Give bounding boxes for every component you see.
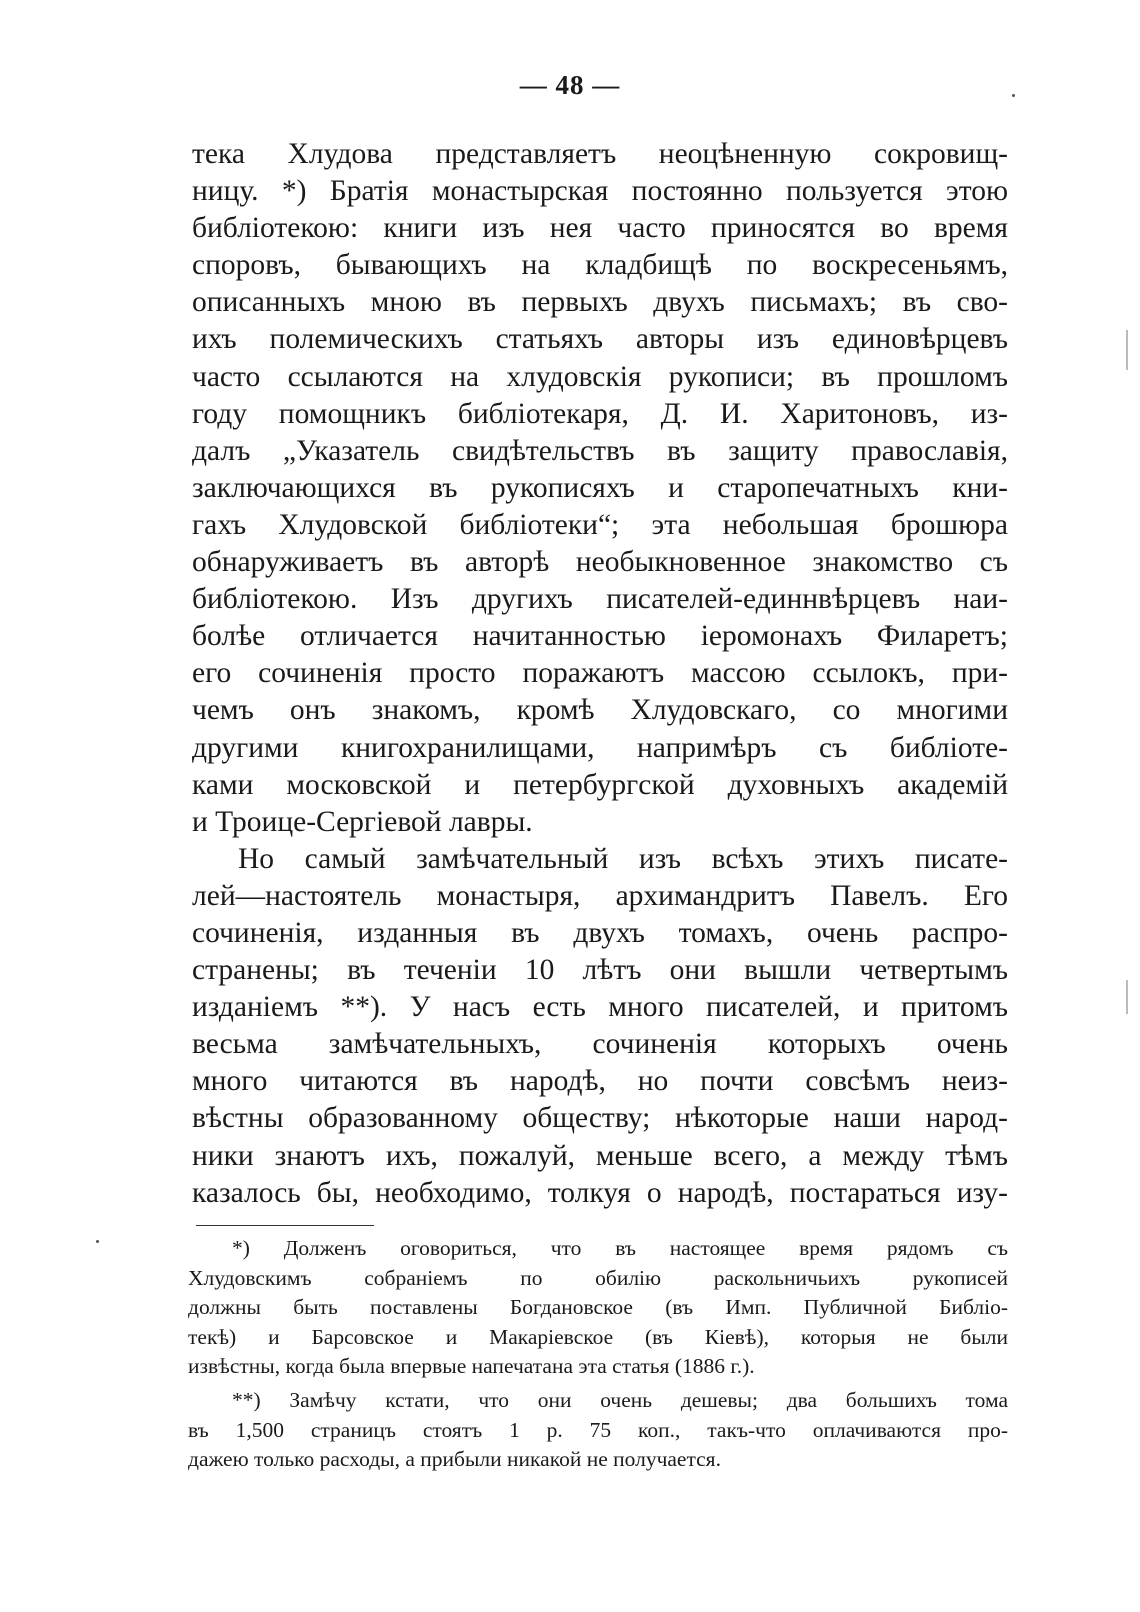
- scan-edge-mark: [1126, 980, 1128, 1014]
- text-line: ками московской и петербургской духовныхъ академій: [192, 768, 1008, 801]
- text-line: библіотекою: книги изъ нея часто приносятся во время: [192, 212, 1008, 245]
- text-line: сочиненія, изданныя въ двухъ томахъ, очень распро-: [192, 916, 1008, 949]
- text-line: чемъ онъ знакомъ, кромѣ Хлудовскаго, со многими: [192, 694, 1008, 727]
- text-line: заключающихся въ рукописяхъ и старопечатныхъ кни-: [192, 471, 1008, 504]
- footnote-divider: [196, 1225, 374, 1226]
- text-line: часто ссылаются на хлудовскія рукописи; въ прошломъ: [192, 360, 1008, 393]
- text-line: лей—настоятель монастыря, архимандритъ Павелъ. Его: [192, 879, 1008, 912]
- page-number: — 48 —: [519, 70, 621, 100]
- text-line: библіотекою. Изъ другихъ писателей-единнвѣрцевъ наи-: [192, 583, 1008, 616]
- text-line: много читаются въ народѣ, но почти совсѣмъ неиз-: [192, 1065, 1008, 1098]
- footnote-line: *) Долженъ оговориться, что въ настоящее время рядомъ съ: [232, 1236, 1008, 1260]
- text-line: странены; въ теченіи 10 лѣтъ они вышли четвертымъ: [192, 954, 1008, 987]
- text-line: ницу. *) Братія монастырская постоянно пользуется этою: [192, 175, 1008, 208]
- footnote-line: **) Замѣчу кстати, что они очень дешевы; два большихъ тома: [232, 1387, 1008, 1412]
- text-line: болѣе отличается начитанностью іеромонахъ Филаретъ;: [192, 620, 1008, 653]
- text-line: ихъ полемическихъ статьяхъ авторы изъ единовѣрцевъ: [192, 323, 1008, 356]
- text-line: казалось бы, необходимо, толкуя о народѣ, постараться изу-: [192, 1176, 1008, 1209]
- footnote-line: текѣ) и Барсовское и Макаріевское (въ Кіевѣ), которыя не были: [188, 1324, 1008, 1349]
- text-line: описанныхъ мною въ первыхъ двухъ письмахъ; въ сво-: [192, 286, 1008, 319]
- paragraph-1: [192, 136, 1008, 841]
- text-line: его сочиненія просто поражаютъ массою ссылокъ, при-: [192, 657, 1008, 690]
- text-line: ники знаютъ ихъ, пожалуй, меньше всего, а между тѣмъ: [192, 1139, 1008, 1172]
- paragraph-2: [192, 841, 1008, 1212]
- footnote-line: должны быть поставлены Богдановское (въ Имп. Публичной Библіо-: [188, 1295, 1008, 1320]
- footnote-2: [188, 1386, 1008, 1475]
- text-line: обнаруживаетъ въ авторѣ необыкновенное знакомство съ: [192, 546, 1008, 579]
- scan-edge-mark: [1126, 330, 1128, 370]
- scan-speck: [96, 1240, 99, 1243]
- footnotes: [188, 1234, 1008, 1475]
- text-line: споровъ, бывающихъ на кладбищѣ по воскресеньямъ,: [192, 249, 1008, 282]
- footnote-line: извѣстны, когда была впервые напечатана эта статья (1886 г.).: [188, 1354, 755, 1379]
- footnote-line: дажею только расходы, а прибыли никакой не получается.: [188, 1447, 721, 1472]
- footnote-line: въ 1,500 страницъ стоятъ 1 р. 75 коп., такъ-что оплачиваются про-: [188, 1417, 1008, 1442]
- text-line: другими книгохранилищами, напримѣръ съ библіоте-: [192, 731, 1008, 764]
- text-line: гахъ Хлудовской библіотеки“; эта небольшая брошюра: [192, 508, 1008, 541]
- text-line: году помощникъ библіотекаря, Д. И. Харитоновъ, из-: [192, 397, 1008, 430]
- footnote-line: Хлудовскимъ собраніемъ по обилію раскольничьихъ рукописей: [188, 1265, 1008, 1290]
- text-line: тека Хлудова представляетъ неоцѣненную сокровищ-: [192, 138, 1008, 170]
- main-text: [192, 136, 1008, 1212]
- text-line: изданіемъ **). У насъ есть много писателей, и притомъ: [192, 991, 1008, 1024]
- text-line: Но самый замѣчательный изъ всѣхъ этихъ писате-: [238, 842, 1008, 875]
- text-line: весьма замѣчательныхъ, сочиненія которыхъ очень: [192, 1028, 1008, 1061]
- footnote-1: [188, 1234, 1008, 1382]
- scan-speck: [1012, 94, 1015, 97]
- text-line: и Троице-Сергіевой лавры.: [192, 805, 533, 838]
- text-line: далъ „Указатель свидѣтельствъ въ защиту православія,: [192, 434, 1008, 467]
- text-line: вѣстны образованному обществу; нѣкоторые наши народ-: [192, 1102, 1008, 1135]
